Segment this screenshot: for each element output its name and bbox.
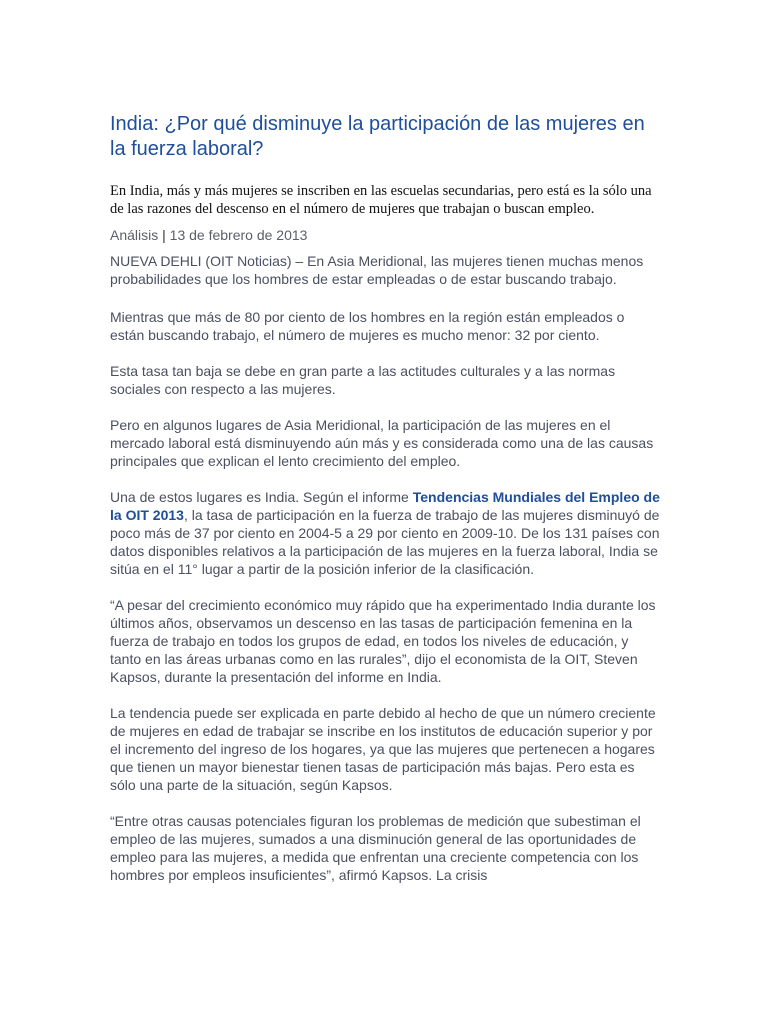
paragraph-1: NUEVA DEHLI (OIT Noticias) – En Asia Meridional, las mujeres tienen muchas menos probabilidades que los hombres de estar empleadas o de estar buscando trabajo. xyxy=(110,253,644,287)
article xyxy=(110,112,662,902)
article-type: Análisis xyxy=(110,227,159,243)
article-date: 13 de febrero de 2013 xyxy=(169,227,308,243)
paragraph-trend: La tendencia puede ser explicada en parte debido al hecho de que un número creciente de mujeres en edad de trabajar se inscribe en los institutos de educación superior y por el incremento del ingreso de los hogares, ya que las mujeres que pertenecen a hogares que tienen un mayor bienestar tienen tasas de participación más bajas. Pero esta es sólo una parte de la situación, según Kapsos. xyxy=(110,705,656,793)
paragraph-causes: “Entre otras causas potenciales figuran los problemas de medición que subestiman el empleo de las mujeres, sumados a una disminución general de las oportunidades de empleo para las mujeres, a medida que enfrentan una creciente competencia con los hombres por empleos insuficientes”, afirmó Kapsos. La crisis xyxy=(110,813,641,883)
paragraph-quote-kapsos: “A pesar del crecimiento económico muy rápido que ha experimentado India durante los últimos años, observamos un descenso en las tasas de participación femenina en la fuerza de trabajo en todos los grupos de edad, en todos los niveles de educación, y tanto en las áreas urbanas como en las rurales”, dijo el economista de la OIT, Steven Kapsos, durante la presentación del informe en India. xyxy=(110,597,656,685)
meta-separator: | xyxy=(162,227,166,243)
report-text-after: , la tasa de participación en la fuerza de trabajo de las mujeres disminuyó de poco más de 37 por ciento en 2004-5 a 29 por ciento en 2009-10. De los 131 países con datos disponibles relativos a la participación de las mujeres en la fuerza laboral, India se sitúa en el 11° lugar a partir de la posición inferior de la clasificación. xyxy=(110,507,660,577)
paragraph-2: Mientras que más de 80 por ciento de los hombres en la región están empleados o están buscando trabajo, el número de mujeres es mucho menor: 32 por ciento. xyxy=(110,309,625,343)
article-lead: En India, más y más mujeres se inscriben en las escuelas secundarias, pero está es la sólo una de las razones del descenso en el número de mujeres que trabajan o buscan empleo. xyxy=(110,183,652,217)
paragraph-report xyxy=(110,488,662,578)
paragraph-3: Esta tasa tan baja se debe en gran parte a las actitudes culturales y a las normas sociales con respecto a las mujeres. xyxy=(110,363,616,397)
report-link[interactable]: Tendencias Mundiales del Empleo de la OIT 2013 xyxy=(110,489,660,523)
report-text-before: Una de estos lugares es India. Según el informe xyxy=(110,489,413,505)
paragraph-4: Pero en algunos lugares de Asia Meridional, la participación de las mujeres en el mercado laboral está disminuyendo aún más y es considerada como una de las causas principales que explican el lento crecimiento del empleo. xyxy=(110,417,654,469)
article-title: India: ¿Por qué disminuye la participación de las mujeres en la fuerza laboral? xyxy=(110,113,645,160)
article-meta xyxy=(110,226,662,244)
